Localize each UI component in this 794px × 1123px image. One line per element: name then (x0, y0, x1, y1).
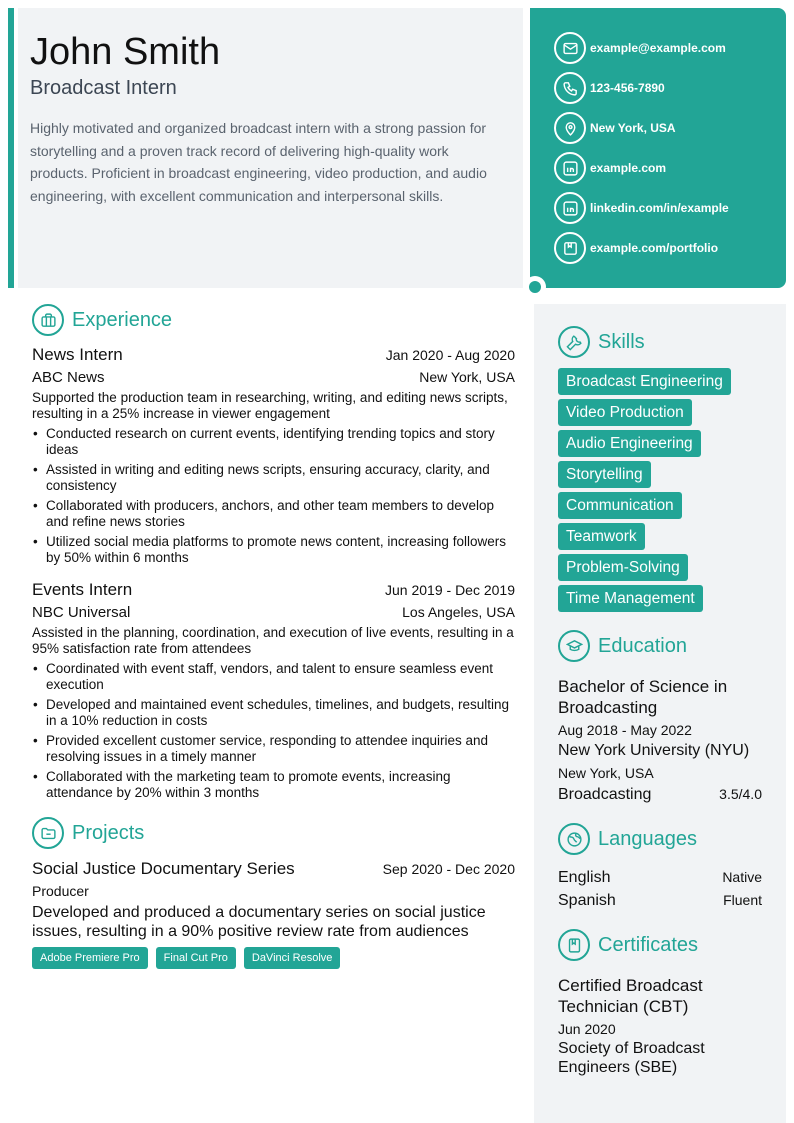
bullet-item: • Collaborated with the marketing team to promote events, increasing attendance by 20% within 3 months (32, 769, 515, 801)
project-date: Sep 2020 - Dec 2020 (382, 861, 515, 877)
education-field: Broadcasting (558, 786, 652, 803)
skills-heading (558, 326, 762, 358)
certificates-heading (558, 929, 762, 961)
language-level: Native (722, 869, 762, 885)
education-date: Aug 2018 - May 2022 (558, 722, 692, 738)
entry-title: News Intern (32, 345, 123, 364)
entry-location: New York, USA (419, 369, 515, 385)
contact-phone-text: 123-456-7890 (590, 81, 665, 95)
bullet-item: • Developed and maintained event schedules, timelines, and budgets, resulting in a 10% reduction in costs (32, 697, 515, 729)
language-name: English (558, 869, 611, 886)
contact-panel (530, 8, 786, 288)
phone-icon (554, 72, 586, 104)
timeline-dot (529, 281, 541, 293)
skill-tag: Communication (558, 492, 682, 519)
languages-title: Languages (598, 827, 697, 850)
candidate-name: John Smith (30, 31, 221, 73)
experience-heading (32, 304, 515, 336)
certificate-date: Jun 2020 (558, 1021, 616, 1037)
skill-tag: Storytelling (558, 461, 651, 488)
mail-icon (554, 32, 586, 64)
certificate-name: Certified Broadcast Technician (CBT) (558, 976, 703, 1016)
contact-portfolio[interactable] (554, 228, 786, 268)
accent-bar (8, 8, 14, 288)
contact-linkedin[interactable] (554, 188, 786, 228)
portfolio-icon (554, 232, 586, 264)
folder-icon (32, 817, 64, 849)
projects-title: Projects (72, 821, 145, 844)
location-icon (554, 112, 586, 144)
entry-location: Los Angeles, USA (402, 604, 515, 620)
skills-title: Skills (598, 330, 645, 353)
project-entry (32, 859, 515, 969)
contact-location (554, 108, 786, 148)
project-tag: Final Cut Pro (156, 947, 236, 969)
skill-tag: Audio Engineering (558, 430, 701, 457)
linkedin-icon (554, 192, 586, 224)
bullet-item: • Provided excellent customer service, responding to attendee inquiries and resolving issues in a timely manner (32, 733, 515, 765)
skill-list (558, 368, 762, 612)
contact-website[interactable] (554, 148, 786, 188)
contact-portfolio-text: example.com/portfolio (590, 241, 719, 255)
summary: Highly motivated and organized broadcast intern with a strong passion for storytelling and a proven track record of delivering high-quality work products. Proficient in broadcast engineering, video production, and audio engineering, with excellent communication and interpersonal skills. (30, 120, 487, 204)
experience-entry-1 (32, 345, 515, 566)
job-title: Broadcast Intern (30, 77, 177, 99)
skill-tag: Video Production (558, 399, 692, 426)
contact-website-text: example.com (590, 161, 667, 175)
experience-title: Experience (72, 308, 173, 331)
entry-date: Jan 2020 - Aug 2020 (385, 347, 515, 363)
project-role: Producer (32, 883, 89, 899)
education-location: New York, USA (558, 765, 654, 781)
contact-linkedin-text: linkedin.com/in/example (590, 201, 729, 215)
projects-heading (32, 817, 515, 849)
skill-tag: Problem-Solving (558, 554, 688, 581)
skill-tag: Teamwork (558, 523, 645, 550)
project-description: Developed and produced a documentary series on social justice issues, resulting in a 90% positive review rate from audiences (32, 904, 486, 940)
language-name: Spanish (558, 892, 616, 909)
education-heading (558, 630, 762, 662)
bullet-item: • Coordinated with event staff, vendors, and talent to ensure seamless event execution (32, 661, 515, 693)
briefcase-icon (32, 304, 64, 336)
entry-bullets (32, 661, 515, 801)
main-column (32, 304, 515, 969)
globe-icon (558, 823, 590, 855)
project-title: Social Justice Documentary Series (32, 859, 295, 878)
entry-description: Assisted in the planning, coordination, and execution of live events, resulting in a 95% satisfaction rate from attendees (32, 625, 514, 656)
contact-email-text: example@example.com (590, 41, 726, 55)
language-level: Fluent (723, 892, 762, 908)
entry-date: Jun 2019 - Dec 2019 (385, 582, 515, 598)
project-tag: Adobe Premiere Pro (32, 947, 148, 969)
wrench-icon (558, 326, 590, 358)
project-tags (32, 947, 515, 969)
linkedin-icon (554, 152, 586, 184)
contact-location-text: New York, USA (590, 121, 676, 135)
education-school: New York University (NYU) (558, 742, 750, 759)
entry-company: ABC News (32, 369, 105, 386)
certificate-issuer: Society of Broadcast Engineers (SBE) (558, 1040, 705, 1076)
bullet-item: • Utilized social media platforms to promote news content, increasing followers by 50% within 6 months (32, 534, 515, 566)
experience-entry-2 (32, 580, 515, 801)
education-gpa: 3.5/4.0 (719, 786, 762, 802)
entry-company: NBC Universal (32, 604, 131, 621)
header (18, 8, 523, 288)
entry-bullets (32, 426, 515, 566)
bullet-item: • Collaborated with producers, anchors, and other team members to develop and refine news stories (32, 498, 515, 530)
graduation-cap-icon (558, 630, 590, 662)
certificate-icon (558, 929, 590, 961)
sidebar (534, 304, 786, 1123)
education-degree: Bachelor of Science in Broadcasting (558, 677, 728, 717)
certificates-title: Certificates (598, 933, 699, 956)
skill-tag: Broadcast Engineering (558, 368, 731, 395)
bullet-item: • Conducted research on current events, identifying trending topics and story ideas (32, 426, 515, 458)
contact-email[interactable] (554, 28, 786, 68)
project-tag: DaVinci Resolve (244, 947, 341, 969)
languages-heading (558, 823, 762, 855)
contact-phone[interactable] (554, 68, 786, 108)
entry-description: Supported the production team in researching, writing, and editing news scripts, resulting in a 25% increase in viewer engagement (32, 390, 508, 421)
education-title: Education (598, 634, 687, 657)
skill-tag: Time Management (558, 585, 703, 612)
bullet-item: • Assisted in writing and editing news scripts, ensuring accuracy, clarity, and consistency (32, 462, 515, 494)
entry-title: Events Intern (32, 580, 133, 599)
